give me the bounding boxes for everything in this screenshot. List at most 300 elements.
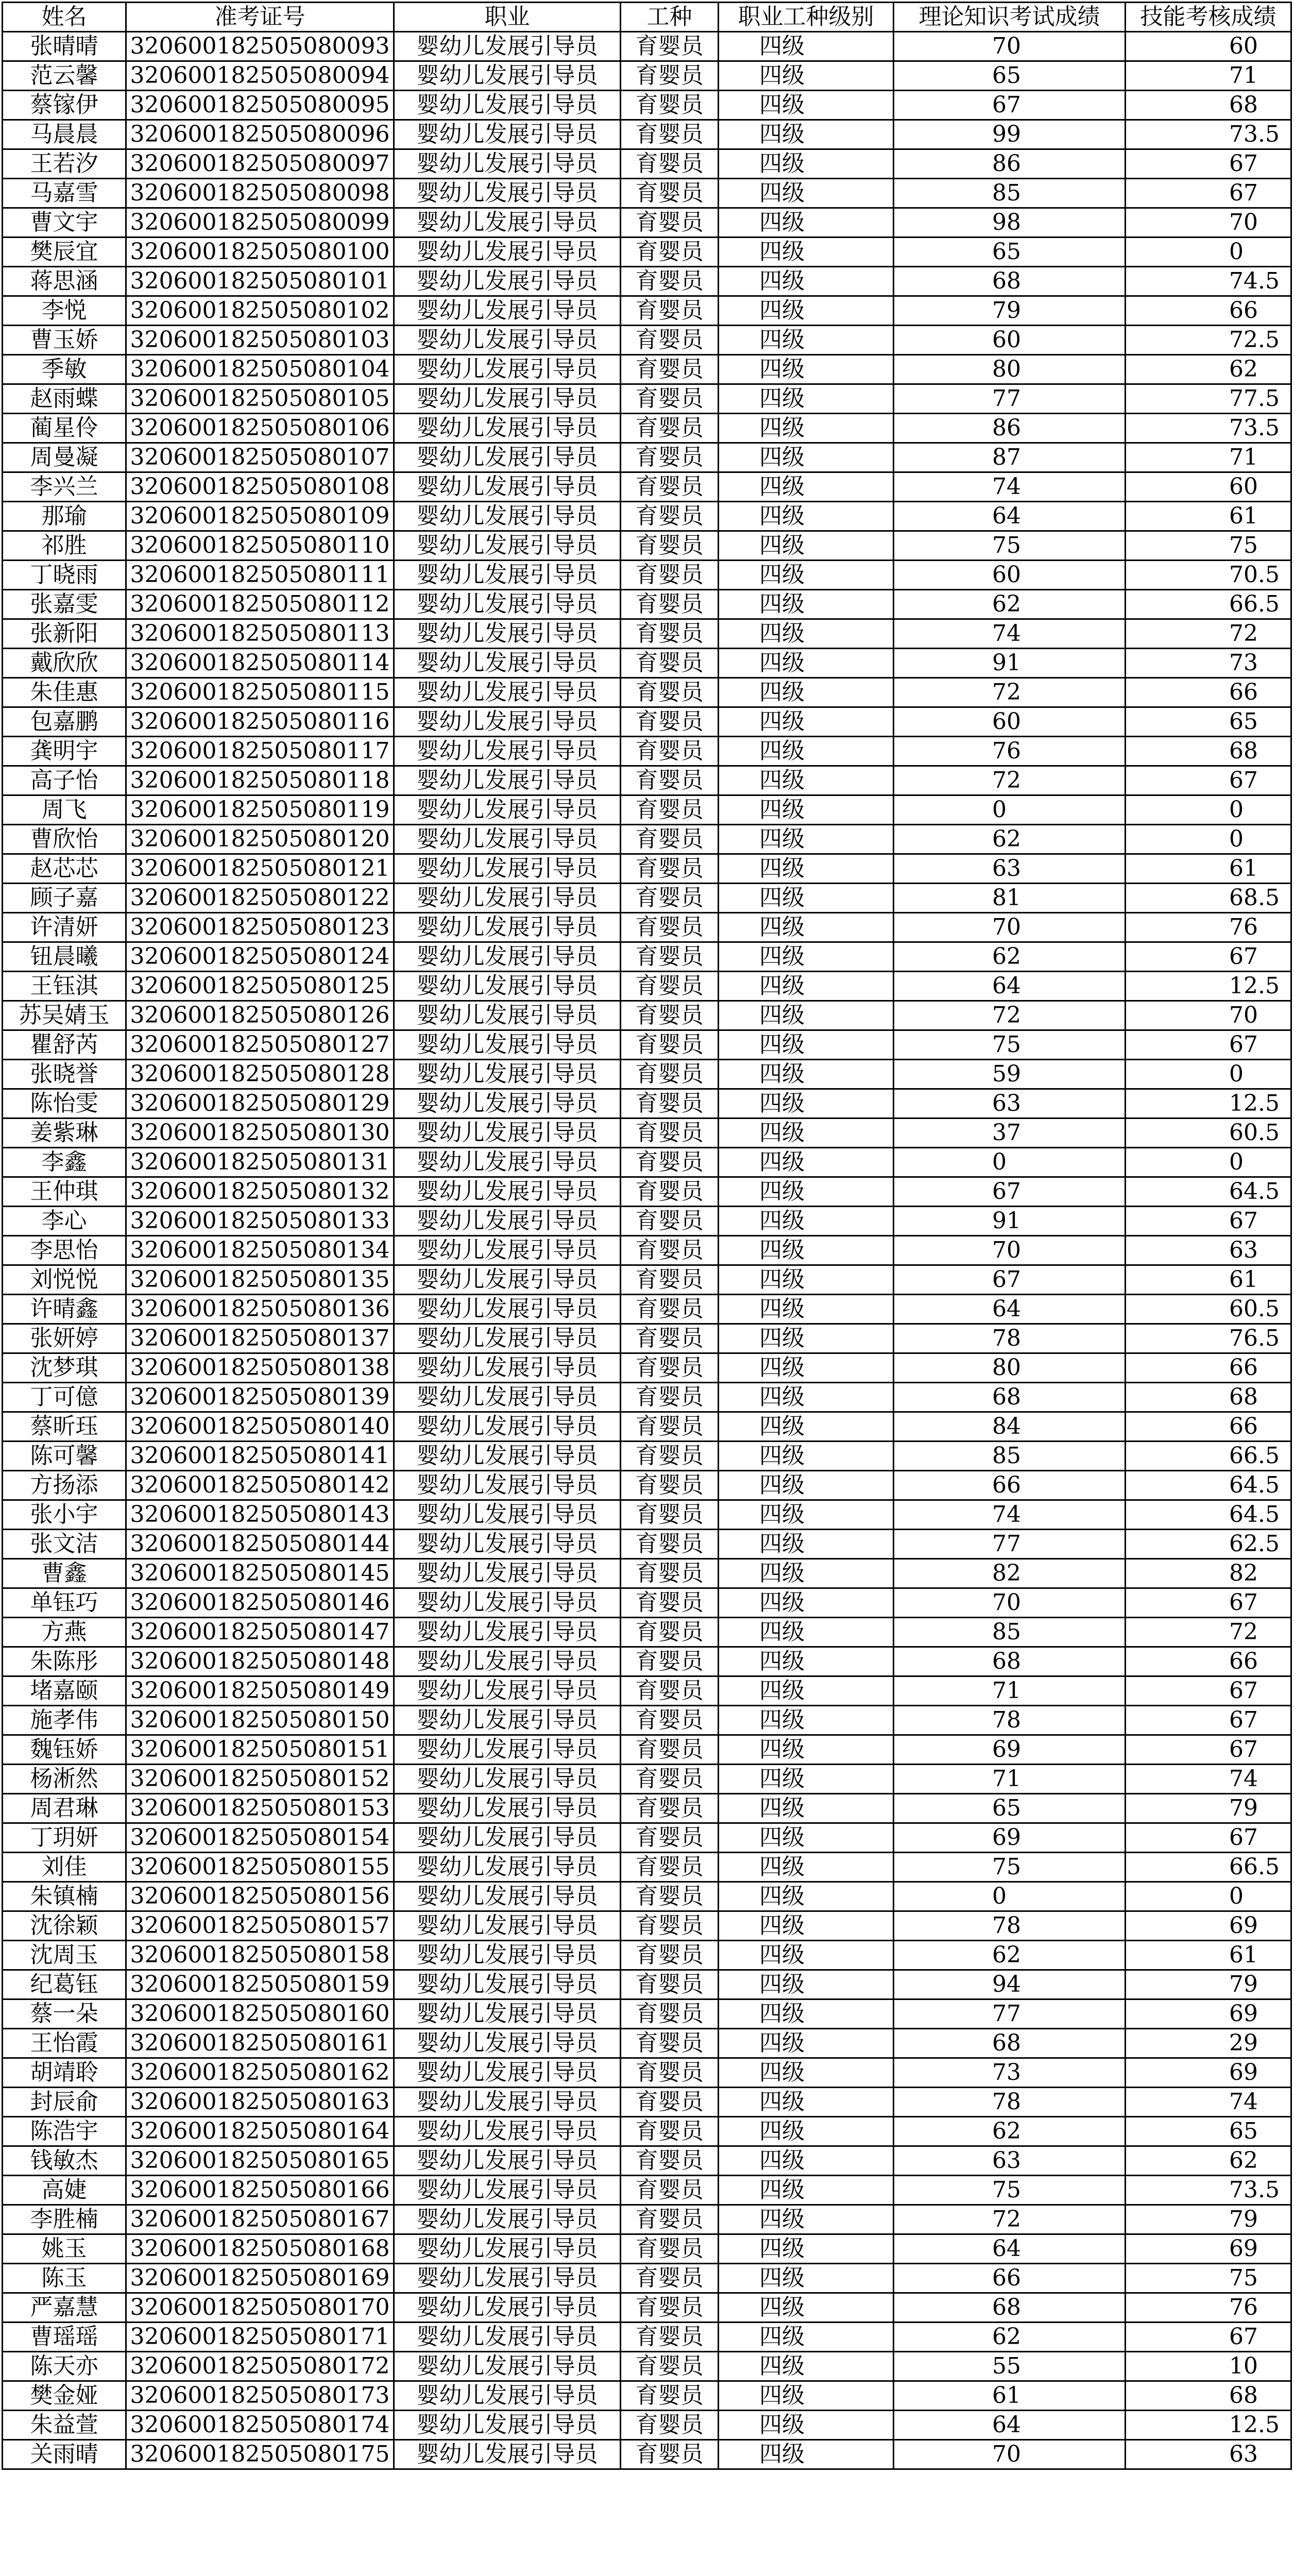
cell-skill-score: 66.5 xyxy=(1126,1853,1291,1882)
cell-occupation: 婴幼儿发展引导员 xyxy=(394,238,621,267)
table-row xyxy=(3,1706,1291,1735)
table-row xyxy=(3,1941,1291,1970)
cell-occupation: 婴幼儿发展引导员 xyxy=(394,384,621,414)
cell-theory-score: 85 xyxy=(894,1618,1126,1647)
cell-exam-id: 320600182505080171 xyxy=(126,2323,394,2352)
table-row xyxy=(3,1999,1291,2029)
cell-skill-score: 74 xyxy=(1126,2088,1291,2117)
column-header-name: 姓名 xyxy=(3,3,126,32)
cell-exam-id: 320600182505080140 xyxy=(126,1412,394,1442)
cell-name: 姜紫琳 xyxy=(3,1118,126,1148)
cell-job-type: 育婴员 xyxy=(621,2029,719,2058)
cell-job-type: 育婴员 xyxy=(621,2264,719,2293)
cell-name: 曹瑶瑶 xyxy=(3,2323,126,2352)
cell-occupation: 婴幼儿发展引导员 xyxy=(394,1148,621,1177)
column-header-theory-score: 理论知识考试成绩 xyxy=(894,3,1126,32)
cell-occupation: 婴幼儿发展引导员 xyxy=(394,2234,621,2264)
cell-level: 四级 xyxy=(719,1500,894,1530)
cell-exam-id: 320600182505080112 xyxy=(126,590,394,619)
cell-name: 樊辰宜 xyxy=(3,238,126,267)
score-table xyxy=(2,2,1292,2470)
cell-theory-score: 80 xyxy=(894,1353,1126,1383)
cell-skill-score: 61 xyxy=(1126,502,1291,531)
table-row xyxy=(3,1412,1291,1442)
cell-name: 封辰俞 xyxy=(3,2088,126,2117)
cell-job-type: 育婴员 xyxy=(621,2146,719,2176)
cell-level: 四级 xyxy=(719,1089,894,1118)
cell-exam-id: 320600182505080142 xyxy=(126,1471,394,1500)
cell-job-type: 育婴员 xyxy=(621,1794,719,1823)
cell-job-type: 育婴员 xyxy=(621,884,719,913)
cell-level: 四级 xyxy=(719,443,894,472)
cell-occupation: 婴幼儿发展引导员 xyxy=(394,149,621,179)
cell-name: 朱益萱 xyxy=(3,2411,126,2440)
cell-level: 四级 xyxy=(719,414,894,443)
cell-exam-id: 320600182505080115 xyxy=(126,678,394,707)
cell-level: 四级 xyxy=(719,1060,894,1089)
table-row xyxy=(3,1089,1291,1118)
cell-theory-score: 75 xyxy=(894,2176,1126,2205)
cell-exam-id: 320600182505080094 xyxy=(126,61,394,91)
table-row xyxy=(3,2088,1291,2117)
table-row xyxy=(3,1030,1291,1060)
table-row xyxy=(3,326,1291,355)
cell-theory-score: 0 xyxy=(894,1882,1126,1911)
cell-level: 四级 xyxy=(719,1647,894,1676)
cell-theory-score: 79 xyxy=(894,296,1126,326)
cell-job-type: 育婴员 xyxy=(621,1207,719,1236)
cell-skill-score: 62 xyxy=(1126,2146,1291,2176)
cell-level: 四级 xyxy=(719,972,894,1001)
cell-exam-id: 320600182505080102 xyxy=(126,296,394,326)
cell-occupation: 婴幼儿发展引导员 xyxy=(394,1471,621,1500)
cell-theory-score: 67 xyxy=(894,1177,1126,1207)
cell-theory-score: 85 xyxy=(894,179,1126,208)
cell-level: 四级 xyxy=(719,854,894,884)
cell-skill-score: 68 xyxy=(1126,2381,1291,2411)
cell-theory-score: 69 xyxy=(894,1823,1126,1853)
cell-exam-id: 320600182505080168 xyxy=(126,2234,394,2264)
cell-job-type: 育婴员 xyxy=(621,1442,719,1471)
cell-exam-id: 320600182505080146 xyxy=(126,1588,394,1618)
cell-theory-score: 0 xyxy=(894,1148,1126,1177)
cell-exam-id: 320600182505080163 xyxy=(126,2088,394,2117)
table-row xyxy=(3,590,1291,619)
cell-job-type: 育婴员 xyxy=(621,854,719,884)
cell-exam-id: 320600182505080165 xyxy=(126,2146,394,2176)
cell-level: 四级 xyxy=(719,707,894,737)
cell-occupation: 婴幼儿发展引导员 xyxy=(394,1559,621,1588)
cell-job-type: 育婴员 xyxy=(621,1383,719,1412)
cell-job-type: 育婴员 xyxy=(621,942,719,972)
cell-job-type: 育婴员 xyxy=(621,1970,719,1999)
cell-exam-id: 320600182505080120 xyxy=(126,825,394,854)
cell-occupation: 婴幼儿发展引导员 xyxy=(394,942,621,972)
cell-level: 四级 xyxy=(719,1383,894,1412)
cell-name: 张小宇 xyxy=(3,1500,126,1530)
cell-theory-score: 63 xyxy=(894,854,1126,884)
cell-exam-id: 320600182505080135 xyxy=(126,1265,394,1295)
cell-occupation: 婴幼儿发展引导员 xyxy=(394,2293,621,2323)
cell-exam-id: 320600182505080149 xyxy=(126,1676,394,1706)
cell-occupation: 婴幼儿发展引导员 xyxy=(394,737,621,766)
cell-occupation: 婴幼儿发展引导员 xyxy=(394,649,621,678)
cell-skill-score: 72 xyxy=(1126,619,1291,649)
table-row xyxy=(3,619,1291,649)
cell-level: 四级 xyxy=(719,825,894,854)
cell-name: 丁可億 xyxy=(3,1383,126,1412)
cell-theory-score: 84 xyxy=(894,1412,1126,1442)
cell-occupation: 婴幼儿发展引导员 xyxy=(394,472,621,502)
cell-skill-score: 0 xyxy=(1126,825,1291,854)
cell-skill-score: 68 xyxy=(1126,91,1291,120)
cell-exam-id: 320600182505080167 xyxy=(126,2205,394,2234)
cell-occupation: 婴幼儿发展引导员 xyxy=(394,1030,621,1060)
cell-theory-score: 62 xyxy=(894,590,1126,619)
cell-exam-id: 320600182505080128 xyxy=(126,1060,394,1089)
cell-theory-score: 68 xyxy=(894,1383,1126,1412)
cell-theory-score: 60 xyxy=(894,561,1126,590)
table-row xyxy=(3,1794,1291,1823)
cell-occupation: 婴幼儿发展引导员 xyxy=(394,1383,621,1412)
cell-level: 四级 xyxy=(719,120,894,149)
cell-occupation: 婴幼儿发展引导员 xyxy=(394,1911,621,1941)
table-row xyxy=(3,1765,1291,1794)
cell-exam-id: 320600182505080159 xyxy=(126,1970,394,1999)
cell-job-type: 育婴员 xyxy=(621,296,719,326)
cell-name: 张晓誉 xyxy=(3,1060,126,1089)
table-row xyxy=(3,502,1291,531)
cell-skill-score: 73 xyxy=(1126,649,1291,678)
cell-job-type: 育婴员 xyxy=(621,2176,719,2205)
cell-theory-score: 99 xyxy=(894,120,1126,149)
cell-skill-score: 72.5 xyxy=(1126,326,1291,355)
cell-level: 四级 xyxy=(719,2146,894,2176)
cell-name: 王怡霞 xyxy=(3,2029,126,2058)
cell-name: 瞿舒芮 xyxy=(3,1030,126,1060)
cell-exam-id: 320600182505080148 xyxy=(126,1647,394,1676)
table-row xyxy=(3,2381,1291,2411)
cell-exam-id: 320600182505080138 xyxy=(126,1353,394,1383)
cell-exam-id: 320600182505080127 xyxy=(126,1030,394,1060)
cell-name: 蔡镓伊 xyxy=(3,91,126,120)
cell-name: 张新阳 xyxy=(3,619,126,649)
table-row xyxy=(3,2293,1291,2323)
cell-skill-score: 65 xyxy=(1126,707,1291,737)
cell-job-type: 育婴员 xyxy=(621,414,719,443)
table-row xyxy=(3,2411,1291,2440)
cell-level: 四级 xyxy=(719,1706,894,1735)
cell-job-type: 育婴员 xyxy=(621,1001,719,1030)
cell-name: 许晴鑫 xyxy=(3,1295,126,1324)
cell-skill-score: 63 xyxy=(1126,2440,1291,2469)
cell-skill-score: 79 xyxy=(1126,1970,1291,1999)
cell-skill-score: 66 xyxy=(1126,1412,1291,1442)
cell-level: 四级 xyxy=(719,1676,894,1706)
cell-occupation: 婴幼儿发展引导员 xyxy=(394,2117,621,2146)
cell-exam-id: 320600182505080133 xyxy=(126,1207,394,1236)
cell-job-type: 育婴员 xyxy=(621,737,719,766)
cell-occupation: 婴幼儿发展引导员 xyxy=(394,795,621,825)
table-row xyxy=(3,1148,1291,1177)
table-row xyxy=(3,2058,1291,2088)
cell-level: 四级 xyxy=(719,1911,894,1941)
cell-level: 四级 xyxy=(719,1236,894,1265)
cell-level: 四级 xyxy=(719,1118,894,1148)
cell-theory-score: 77 xyxy=(894,1530,1126,1559)
cell-level: 四级 xyxy=(719,61,894,91)
cell-level: 四级 xyxy=(719,1765,894,1794)
cell-skill-score: 60.5 xyxy=(1126,1118,1291,1148)
cell-theory-score: 61 xyxy=(894,2381,1126,2411)
cell-occupation: 婴幼儿发展引导员 xyxy=(394,414,621,443)
cell-skill-score: 10 xyxy=(1126,2352,1291,2381)
cell-occupation: 婴幼儿发展引导员 xyxy=(394,884,621,913)
table-row xyxy=(3,766,1291,795)
table-row xyxy=(3,1911,1291,1941)
cell-theory-score: 62 xyxy=(894,2117,1126,2146)
table-row xyxy=(3,91,1291,120)
cell-occupation: 婴幼儿发展引导员 xyxy=(394,1647,621,1676)
cell-skill-score: 71 xyxy=(1126,443,1291,472)
cell-name: 李心 xyxy=(3,1207,126,1236)
table-row xyxy=(3,2205,1291,2234)
cell-theory-score: 75 xyxy=(894,1030,1126,1060)
cell-job-type: 育婴员 xyxy=(621,1353,719,1383)
cell-theory-score: 60 xyxy=(894,707,1126,737)
cell-theory-score: 66 xyxy=(894,1471,1126,1500)
cell-theory-score: 59 xyxy=(894,1060,1126,1089)
cell-theory-score: 63 xyxy=(894,1089,1126,1118)
cell-level: 四级 xyxy=(719,2205,894,2234)
cell-name: 马晨晨 xyxy=(3,120,126,149)
table-row xyxy=(3,2117,1291,2146)
cell-name: 方燕 xyxy=(3,1618,126,1647)
table-row xyxy=(3,2176,1291,2205)
cell-job-type: 育婴员 xyxy=(621,443,719,472)
cell-name: 季敏 xyxy=(3,355,126,384)
table-row xyxy=(3,2146,1291,2176)
cell-theory-score: 64 xyxy=(894,2234,1126,2264)
cell-level: 四级 xyxy=(719,1559,894,1588)
cell-exam-id: 320600182505080150 xyxy=(126,1706,394,1735)
table-row xyxy=(3,1588,1291,1618)
column-header-level: 职业工种级别 xyxy=(719,3,894,32)
table-row xyxy=(3,1735,1291,1765)
cell-occupation: 婴幼儿发展引导员 xyxy=(394,1324,621,1353)
table-row xyxy=(3,384,1291,414)
cell-occupation: 婴幼儿发展引导员 xyxy=(394,1618,621,1647)
table-row xyxy=(3,355,1291,384)
cell-exam-id: 320600182505080164 xyxy=(126,2117,394,2146)
cell-occupation: 婴幼儿发展引导员 xyxy=(394,120,621,149)
cell-occupation: 婴幼儿发展引导员 xyxy=(394,208,621,238)
cell-exam-id: 320600182505080098 xyxy=(126,179,394,208)
table-row xyxy=(3,1676,1291,1706)
cell-name: 李悦 xyxy=(3,296,126,326)
cell-occupation: 婴幼儿发展引导员 xyxy=(394,1236,621,1265)
cell-name: 王若汐 xyxy=(3,149,126,179)
cell-skill-score: 71 xyxy=(1126,61,1291,91)
cell-skill-score: 61 xyxy=(1126,854,1291,884)
cell-name: 纪葛钰 xyxy=(3,1970,126,1999)
cell-job-type: 育婴员 xyxy=(621,2381,719,2411)
cell-skill-score: 66 xyxy=(1126,678,1291,707)
cell-job-type: 育婴员 xyxy=(621,1265,719,1295)
column-header-skill-score: 技能考核成绩 xyxy=(1126,3,1291,32)
cell-theory-score: 98 xyxy=(894,208,1126,238)
cell-theory-score: 72 xyxy=(894,1001,1126,1030)
cell-name: 曹鑫 xyxy=(3,1559,126,1588)
cell-occupation: 婴幼儿发展引导员 xyxy=(394,1001,621,1030)
cell-level: 四级 xyxy=(719,531,894,561)
cell-occupation: 婴幼儿发展引导员 xyxy=(394,707,621,737)
cell-exam-id: 320600182505080117 xyxy=(126,737,394,766)
cell-occupation: 婴幼儿发展引导员 xyxy=(394,678,621,707)
table-row xyxy=(3,2440,1291,2469)
cell-theory-score: 72 xyxy=(894,678,1126,707)
cell-skill-score: 69 xyxy=(1126,2234,1291,2264)
table-body xyxy=(3,32,1291,2469)
cell-occupation: 婴幼儿发展引导员 xyxy=(394,1765,621,1794)
cell-exam-id: 320600182505080166 xyxy=(126,2176,394,2205)
cell-theory-score: 65 xyxy=(894,61,1126,91)
cell-skill-score: 60.5 xyxy=(1126,1295,1291,1324)
cell-job-type: 育婴员 xyxy=(621,1647,719,1676)
cell-exam-id: 320600182505080118 xyxy=(126,766,394,795)
cell-level: 四级 xyxy=(719,1001,894,1030)
table-row xyxy=(3,1060,1291,1089)
cell-theory-score: 74 xyxy=(894,472,1126,502)
cell-job-type: 育婴员 xyxy=(621,678,719,707)
cell-job-type: 育婴员 xyxy=(621,1823,719,1853)
cell-job-type: 育婴员 xyxy=(621,2293,719,2323)
cell-level: 四级 xyxy=(719,619,894,649)
cell-exam-id: 320600182505080155 xyxy=(126,1853,394,1882)
cell-exam-id: 320600182505080105 xyxy=(126,384,394,414)
cell-name: 许清妍 xyxy=(3,913,126,942)
cell-occupation: 婴幼儿发展引导员 xyxy=(394,443,621,472)
cell-skill-score: 67 xyxy=(1126,1735,1291,1765)
cell-job-type: 育婴员 xyxy=(621,2352,719,2381)
cell-exam-id: 320600182505080145 xyxy=(126,1559,394,1588)
cell-level: 四级 xyxy=(719,2323,894,2352)
cell-job-type: 育婴员 xyxy=(621,2205,719,2234)
cell-occupation: 婴幼儿发展引导员 xyxy=(394,619,621,649)
cell-level: 四级 xyxy=(719,2411,894,2440)
cell-occupation: 婴幼儿发展引导员 xyxy=(394,2058,621,2088)
table-row xyxy=(3,296,1291,326)
table-header-row xyxy=(3,3,1291,32)
cell-exam-id: 320600182505080101 xyxy=(126,267,394,296)
cell-skill-score: 0 xyxy=(1126,1882,1291,1911)
cell-name: 沈梦琪 xyxy=(3,1353,126,1383)
cell-skill-score: 73.5 xyxy=(1126,120,1291,149)
cell-exam-id: 320600182505080093 xyxy=(126,32,394,61)
cell-level: 四级 xyxy=(719,2381,894,2411)
cell-exam-id: 320600182505080111 xyxy=(126,561,394,590)
cell-name: 祁胜 xyxy=(3,531,126,561)
cell-exam-id: 320600182505080125 xyxy=(126,972,394,1001)
cell-name: 曹玉娇 xyxy=(3,326,126,355)
cell-theory-score: 60 xyxy=(894,326,1126,355)
table-row xyxy=(3,1207,1291,1236)
cell-skill-score: 74 xyxy=(1126,1765,1291,1794)
cell-skill-score: 77.5 xyxy=(1126,384,1291,414)
cell-level: 四级 xyxy=(719,1618,894,1647)
table-row xyxy=(3,707,1291,737)
cell-theory-score: 63 xyxy=(894,2146,1126,2176)
table-row xyxy=(3,1324,1291,1353)
cell-skill-score: 67 xyxy=(1126,179,1291,208)
cell-skill-score: 65 xyxy=(1126,2117,1291,2146)
table-row xyxy=(3,1265,1291,1295)
cell-theory-score: 77 xyxy=(894,1999,1126,2029)
cell-skill-score: 69 xyxy=(1126,1911,1291,1941)
table-row xyxy=(3,1177,1291,1207)
cell-exam-id: 320600182505080147 xyxy=(126,1618,394,1647)
cell-occupation: 婴幼儿发展引导员 xyxy=(394,32,621,61)
cell-level: 四级 xyxy=(719,766,894,795)
cell-occupation: 婴幼儿发展引导员 xyxy=(394,2176,621,2205)
cell-level: 四级 xyxy=(719,326,894,355)
cell-exam-id: 320600182505080143 xyxy=(126,1500,394,1530)
cell-level: 四级 xyxy=(719,296,894,326)
cell-theory-score: 62 xyxy=(894,1941,1126,1970)
table-row xyxy=(3,1853,1291,1882)
cell-occupation: 婴幼儿发展引导员 xyxy=(394,502,621,531)
cell-name: 堵嘉颐 xyxy=(3,1676,126,1706)
cell-job-type: 育婴员 xyxy=(621,590,719,619)
cell-skill-score: 69 xyxy=(1126,2058,1291,2088)
cell-name: 朱陈彤 xyxy=(3,1647,126,1676)
cell-theory-score: 78 xyxy=(894,1324,1126,1353)
cell-level: 四级 xyxy=(719,561,894,590)
cell-name: 赵雨蝶 xyxy=(3,384,126,414)
cell-job-type: 育婴员 xyxy=(621,1060,719,1089)
table-row xyxy=(3,795,1291,825)
cell-job-type: 育婴员 xyxy=(621,1089,719,1118)
table-row xyxy=(3,649,1291,678)
cell-name: 张妍婷 xyxy=(3,1324,126,1353)
cell-occupation: 婴幼儿发展引导员 xyxy=(394,766,621,795)
cell-skill-score: 75 xyxy=(1126,531,1291,561)
cell-name: 蔺星伶 xyxy=(3,414,126,443)
cell-job-type: 育婴员 xyxy=(621,1559,719,1588)
table-row xyxy=(3,2234,1291,2264)
cell-level: 四级 xyxy=(719,1588,894,1618)
cell-occupation: 婴幼儿发展引导员 xyxy=(394,854,621,884)
cell-level: 四级 xyxy=(719,590,894,619)
cell-skill-score: 64.5 xyxy=(1126,1177,1291,1207)
cell-theory-score: 0 xyxy=(894,795,1126,825)
cell-theory-score: 65 xyxy=(894,238,1126,267)
cell-job-type: 育婴员 xyxy=(621,208,719,238)
cell-theory-score: 62 xyxy=(894,2323,1126,2352)
cell-level: 四级 xyxy=(719,1412,894,1442)
column-header-occupation: 职业 xyxy=(394,3,621,32)
cell-name: 李胜楠 xyxy=(3,2205,126,2234)
cell-job-type: 育婴员 xyxy=(621,32,719,61)
cell-exam-id: 320600182505080169 xyxy=(126,2264,394,2293)
cell-job-type: 育婴员 xyxy=(621,1030,719,1060)
cell-level: 四级 xyxy=(719,1970,894,1999)
cell-occupation: 婴幼儿发展引导员 xyxy=(394,1941,621,1970)
table-row xyxy=(3,1383,1291,1412)
cell-occupation: 婴幼儿发展引导员 xyxy=(394,590,621,619)
cell-skill-score: 79 xyxy=(1126,2205,1291,2234)
cell-occupation: 婴幼儿发展引导员 xyxy=(394,1442,621,1471)
